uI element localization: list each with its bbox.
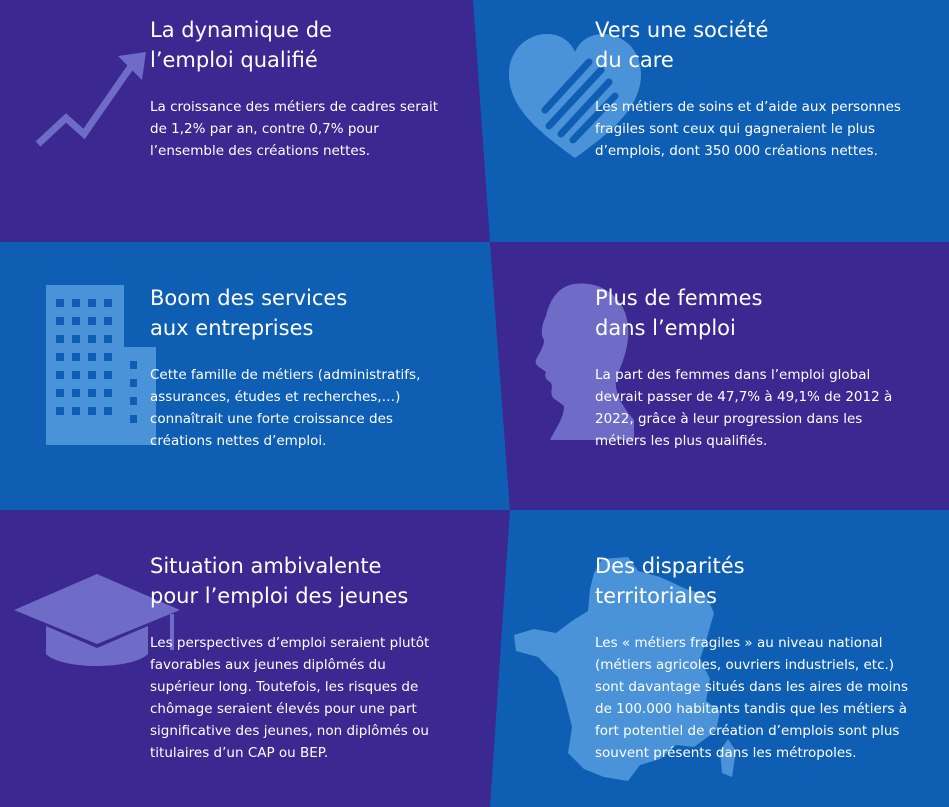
- trend-up-arrow-icon: [30, 48, 150, 148]
- panel-body: Les « métiers fragiles » au niveau national (métiers agricoles, ouvriers industriels, etc.) sont davantage situés dans les aires de moins de 100.000 habitants tandis que les métiers à fort potentiel de création d’emplois sont plus souvent présents dans les métropoles.: [595, 635, 909, 761]
- panel-title: La dynamique de l’emploi qualifié: [150, 18, 332, 72]
- panel-title: Des disparités territoriales: [595, 554, 745, 608]
- panel-body: Cette famille de métiers (administratifs, assurances, études et recherches,…) connaîtrait une forte croissance des créations nettes d’emploi.: [150, 367, 421, 449]
- panel-body: La part des femmes dans l’emploi global devrait passer de 47,7% à 49,1% de 2012 à 2022, grâce à leur progression dans les métiers les plus qualifiés.: [595, 367, 893, 449]
- panel-title: Boom des services aux entreprises: [150, 286, 348, 340]
- panel-body: Les perspectives d’emploi seraient plutôt favorables aux jeunes diplômés du supérieur long. Toutefois, les risques de chômage seraient élevés pour une part significative des jeunes, non diplômés ou titulaires d’un CAP ou BEP.: [150, 635, 430, 761]
- panel-body: La croissance des métiers de cadres serait de 1,2% par an, contre 0,7% pour l’ensemble des créations nettes.: [150, 99, 439, 159]
- panel-title: Plus de femmes dans l’emploi: [595, 286, 763, 340]
- panel-body: Les métiers de soins et d’aide aux personnes fragiles sont ceux qui gagneraient le plus d’emplois, dont 350 000 créations nettes.: [595, 99, 901, 159]
- office-building-icon: [46, 285, 156, 445]
- panel-title: Situation ambivalente pour l’emploi des jeunes: [150, 554, 409, 608]
- panel-title: Vers une société du care: [595, 18, 769, 72]
